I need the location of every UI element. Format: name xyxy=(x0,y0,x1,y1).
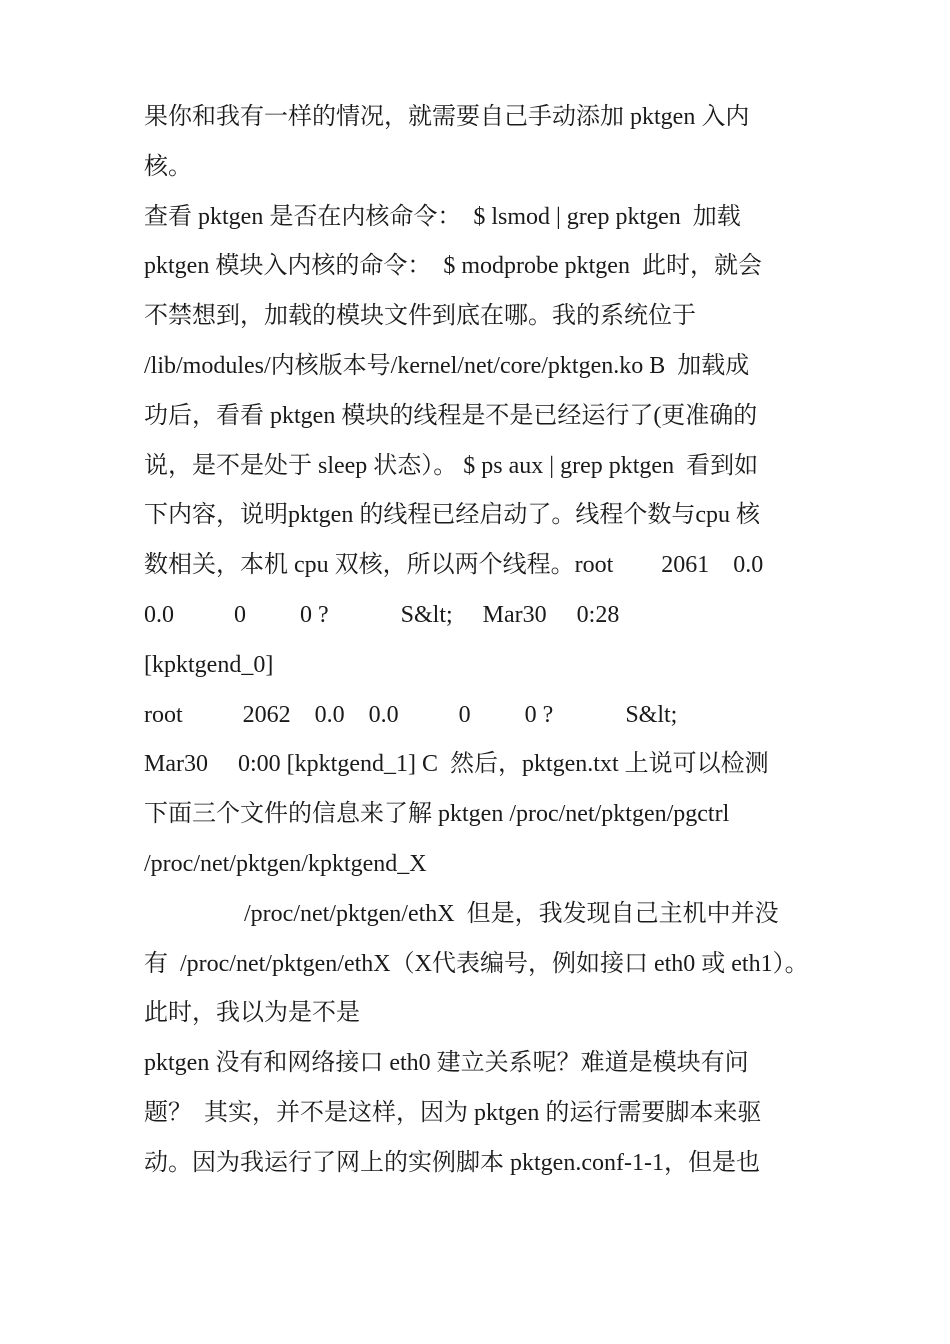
text-line: 说，是不是处于 sleep 状态）。 $ ps aux | grep pktgen 看到如 xyxy=(144,452,759,479)
text-line: [kpktgend_0] xyxy=(144,651,274,678)
text-line: 查看 pktgen 是否在内核命令： $ lsmod | grep pktgen 加载 xyxy=(144,203,741,230)
text-line: 功后，看看 pktgen 模块的线程是不是已经运行了(更准确的 xyxy=(144,402,758,429)
text-line: /lib/modules/内核版本号/kernel/net/core/pktgen.ko B 加载成 xyxy=(144,352,750,379)
text-line: 果你和我有一样的情况，就需要自己手动添加 pktgen 入内 xyxy=(144,104,750,130)
text-line: 下面三个文件的信息来了解 pktgen /proc/net/pktgen/pgctrl xyxy=(144,801,730,828)
text-line: 动。因为我运行了网上的实例脚本 pktgen.conf-1-1，但是也 xyxy=(144,1149,760,1176)
text-line: 题？ 其实，并不是这样，因为 pktgen 的运行需要脚本来驱 xyxy=(144,1099,762,1126)
text-line: 此时，我以为是不是 xyxy=(144,1000,360,1027)
text-line: Mar30 0:00 [kpktgend_1] C 然后，pktgen.txt 上说可以检测 xyxy=(144,751,769,778)
text-line: pktgen 没有和网络接口 eth0 建立关系呢？难道是模块有问 xyxy=(144,1050,749,1077)
text-line: 0.0 0 0 ? S&lt; Mar30 0:28 xyxy=(144,601,620,628)
text-line: /proc/net/pktgen/kpktgend_X xyxy=(144,850,427,877)
text-line: 不禁想到，加载的模块文件到底在哪。我的系统位于 xyxy=(144,303,696,330)
document-body xyxy=(144,93,809,1189)
text-line: 数相关，本机 cpu 双核，所以两个线程。root 2061 0.0 xyxy=(144,552,764,579)
text-line-indented: /proc/net/pktgen/ethX 但是，我发现自己主机中并没 xyxy=(244,900,779,927)
text-line: pktgen 模块入内核的命令： $ modprobe pktgen 此时，就会 xyxy=(144,253,762,280)
text-line: 下内容，说明pktgen 的线程已经启动了。线程个数与cpu 核 xyxy=(144,502,760,529)
text-line: 有 /proc/net/pktgen/ethX（X代表编号，例如接口 eth0 或 eth1）。 xyxy=(144,950,809,977)
text-line: root 2062 0.0 0.0 0 0 ? S&lt; xyxy=(144,701,678,728)
text-line: 核。 xyxy=(144,153,192,180)
